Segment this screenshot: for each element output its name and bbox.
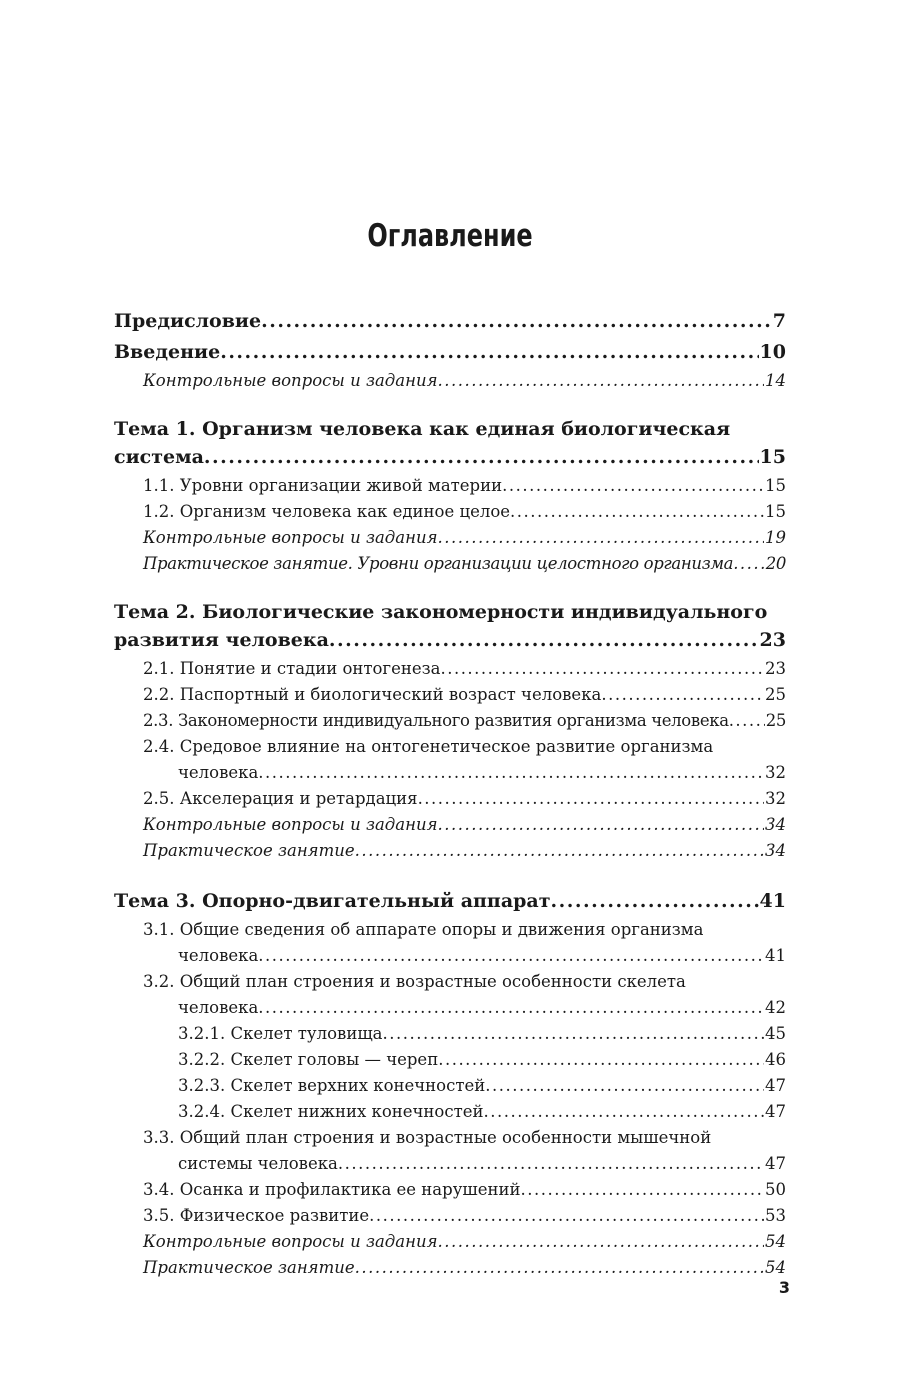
toc-entry-label: 2.1. Понятие и стадии онтогенеза <box>143 659 441 678</box>
toc-entry-1-1 <box>114 473 786 499</box>
toc-entry-2-3 <box>114 708 786 734</box>
toc-page-number: 15 <box>765 502 786 521</box>
toc-page-number: 7 <box>772 310 786 332</box>
toc-entry-2-5 <box>114 786 786 812</box>
toc-entry-label: 3.5. Физическое развитие <box>143 1206 370 1225</box>
dot-leader <box>485 1073 764 1099</box>
toc-page-number: 23 <box>759 629 786 651</box>
toc-page-number: 41 <box>765 946 786 965</box>
dot-leader <box>220 337 758 368</box>
toc-entry-3-questions <box>114 1229 786 1255</box>
toc-entry-label: Контрольные вопросы и задания <box>143 815 438 834</box>
dot-leader <box>521 1177 764 1203</box>
dot-leader <box>355 838 764 864</box>
toc-entry-3-1 <box>114 943 786 969</box>
toc-entry-label: 3.4. Осанка и профилактика ее нарушений <box>143 1180 521 1199</box>
dot-leader <box>729 708 765 734</box>
toc-entry-label: Контрольные вопросы и задания <box>143 371 438 390</box>
toc-entry-label: Контрольные вопросы и задания <box>143 528 438 547</box>
dot-leader <box>438 525 764 551</box>
table-of-contents <box>114 306 786 1281</box>
toc-page-number: 47 <box>765 1076 786 1095</box>
dot-leader <box>502 473 764 499</box>
toc-page-number: 25 <box>765 685 786 704</box>
toc-entry-label: 3.2.4. Скелет нижних конечностей <box>178 1102 484 1121</box>
toc-entry-label: человека <box>178 998 259 1017</box>
toc-page-number: 53 <box>765 1206 786 1225</box>
toc-entry-3-1-heading: 3.1. Общие сведения об аппарате опоры и движения организма <box>143 920 704 939</box>
dot-leader <box>258 943 764 969</box>
toc-entry-label: 1.2. Организм человека как единое целое <box>143 502 511 521</box>
toc-page-number: 54 <box>765 1232 786 1251</box>
toc-entry-label: 2.5. Акселерация и ретардация <box>143 789 418 808</box>
dot-leader <box>484 1099 765 1125</box>
toc-page-number: 47 <box>765 1154 786 1173</box>
toc-entry-label: Введение <box>114 341 221 363</box>
toc-entry-label: развития человека <box>114 629 329 651</box>
toc-entry-3-3 <box>114 1151 786 1177</box>
page-number: 3 <box>778 1278 790 1297</box>
toc-entry-2-4-heading: 2.4. Средовое влияние на онтогенетическое развитие организма <box>143 737 714 756</box>
toc-entry-preface <box>114 306 786 337</box>
toc-page-number: 42 <box>765 998 786 1017</box>
toc-entry-label: Практическое занятие <box>143 1258 355 1277</box>
toc-entry-label: Контрольные вопросы и задания <box>143 1232 438 1251</box>
toc-page-number: 19 <box>765 528 786 547</box>
toc-page-number: 23 <box>765 659 786 678</box>
toc-page-number: 54 <box>765 1258 786 1277</box>
toc-page-number: 15 <box>759 446 786 468</box>
dot-leader <box>369 1203 764 1229</box>
toc-page-number: 34 <box>765 841 786 860</box>
toc-entry-label: Практическое занятие. Уровни организации целостного организма <box>143 554 734 573</box>
toc-topic-1-heading: Тема 1. Организм человека как единая биологическая <box>114 418 731 440</box>
toc-page-number: 41 <box>759 890 786 912</box>
toc-entry-3-2-heading: 3.2. Общий план строения и возрастные особенности скелета <box>143 972 686 991</box>
dot-leader <box>438 812 764 838</box>
toc-entry-3-2-3 <box>114 1073 786 1099</box>
toc-entry-intro <box>114 337 786 368</box>
toc-entry-topic-1 <box>114 442 786 473</box>
toc-page-number: 10 <box>759 341 786 363</box>
toc-page-number: 45 <box>765 1024 786 1043</box>
toc-entry-3-2-2 <box>114 1047 786 1073</box>
dot-leader <box>329 625 759 656</box>
toc-entry-3-3-heading: 3.3. Общий план строения и возрастные особенности мышечной <box>143 1128 712 1147</box>
toc-entry-label: 3.2.1. Скелет туловища <box>178 1024 383 1043</box>
toc-entry-label: 3.2.2. Скелет головы — череп <box>178 1050 439 1069</box>
toc-page-number: 32 <box>765 789 786 808</box>
page-title: Оглавление <box>367 218 533 254</box>
toc-entry-label: система <box>114 446 204 468</box>
toc-entry-label: 3.2.3. Скелет верхних конечностей <box>178 1076 486 1095</box>
toc-entry-intro-questions <box>114 368 786 394</box>
toc-entry-3-2-1 <box>114 1021 786 1047</box>
dot-leader <box>601 682 764 708</box>
toc-entry-label: 2.2. Паспортный и биологический возраст человека <box>143 685 602 704</box>
toc-page-number: 20 <box>765 554 786 573</box>
toc-entry-2-questions <box>114 812 786 838</box>
toc-entry-label: системы человека <box>178 1154 338 1173</box>
toc-entry-2-2 <box>114 682 786 708</box>
toc-entry-3-2 <box>114 995 786 1021</box>
toc-entry-3-5 <box>114 1203 786 1229</box>
toc-page-number: 15 <box>765 476 786 495</box>
toc-entry-1-2 <box>114 499 786 525</box>
toc-page-number: 14 <box>765 371 786 390</box>
dot-leader <box>510 499 764 525</box>
dot-leader <box>261 306 772 337</box>
toc-entry-2-practice <box>114 838 786 864</box>
toc-entry-label: Тема 3. Опорно-двигательный аппарат <box>114 890 551 912</box>
dot-leader <box>438 1047 764 1073</box>
toc-page-number: 34 <box>765 815 786 834</box>
dot-leader <box>355 1255 764 1281</box>
toc-entry-1-questions <box>114 525 786 551</box>
dot-leader <box>258 760 764 786</box>
toc-entry-3-2-4 <box>114 1099 786 1125</box>
toc-page-number: 47 <box>765 1102 786 1121</box>
dot-leader <box>258 995 764 1021</box>
dot-leader <box>418 786 764 812</box>
dot-leader <box>383 1021 764 1047</box>
toc-entry-3-4 <box>114 1177 786 1203</box>
toc-entry-label: 1.1. Уровни организации живой материи <box>143 476 503 495</box>
toc-entry-label: человека <box>178 763 259 782</box>
toc-entry-label: 2.3. Закономерности индивидуального развития организма человека <box>143 711 729 730</box>
toc-entry-label: Предисловие <box>114 310 262 332</box>
dot-leader <box>204 442 759 473</box>
toc-entry-topic-2 <box>114 625 786 656</box>
toc-entry-label: Практическое занятие <box>143 841 355 860</box>
dot-leader <box>338 1151 764 1177</box>
toc-page-number: 50 <box>765 1180 786 1199</box>
toc-page-number: 25 <box>765 711 786 730</box>
toc-entry-2-1 <box>114 656 786 682</box>
toc-entry-topic-3 <box>114 886 786 917</box>
toc-entry-label: человека <box>178 946 259 965</box>
toc-page-number: 32 <box>765 763 786 782</box>
dot-leader <box>733 551 765 577</box>
toc-topic-2-heading: Тема 2. Биологические закономерности индивидуального <box>114 601 768 623</box>
dot-leader <box>438 1229 764 1255</box>
dot-leader <box>438 368 764 394</box>
toc-entry-3-practice <box>114 1255 786 1281</box>
toc-entry-2-4 <box>114 760 786 786</box>
toc-entry-1-practice <box>114 551 786 577</box>
toc-page-number: 46 <box>765 1050 786 1069</box>
dot-leader <box>551 886 759 917</box>
dot-leader <box>440 656 764 682</box>
